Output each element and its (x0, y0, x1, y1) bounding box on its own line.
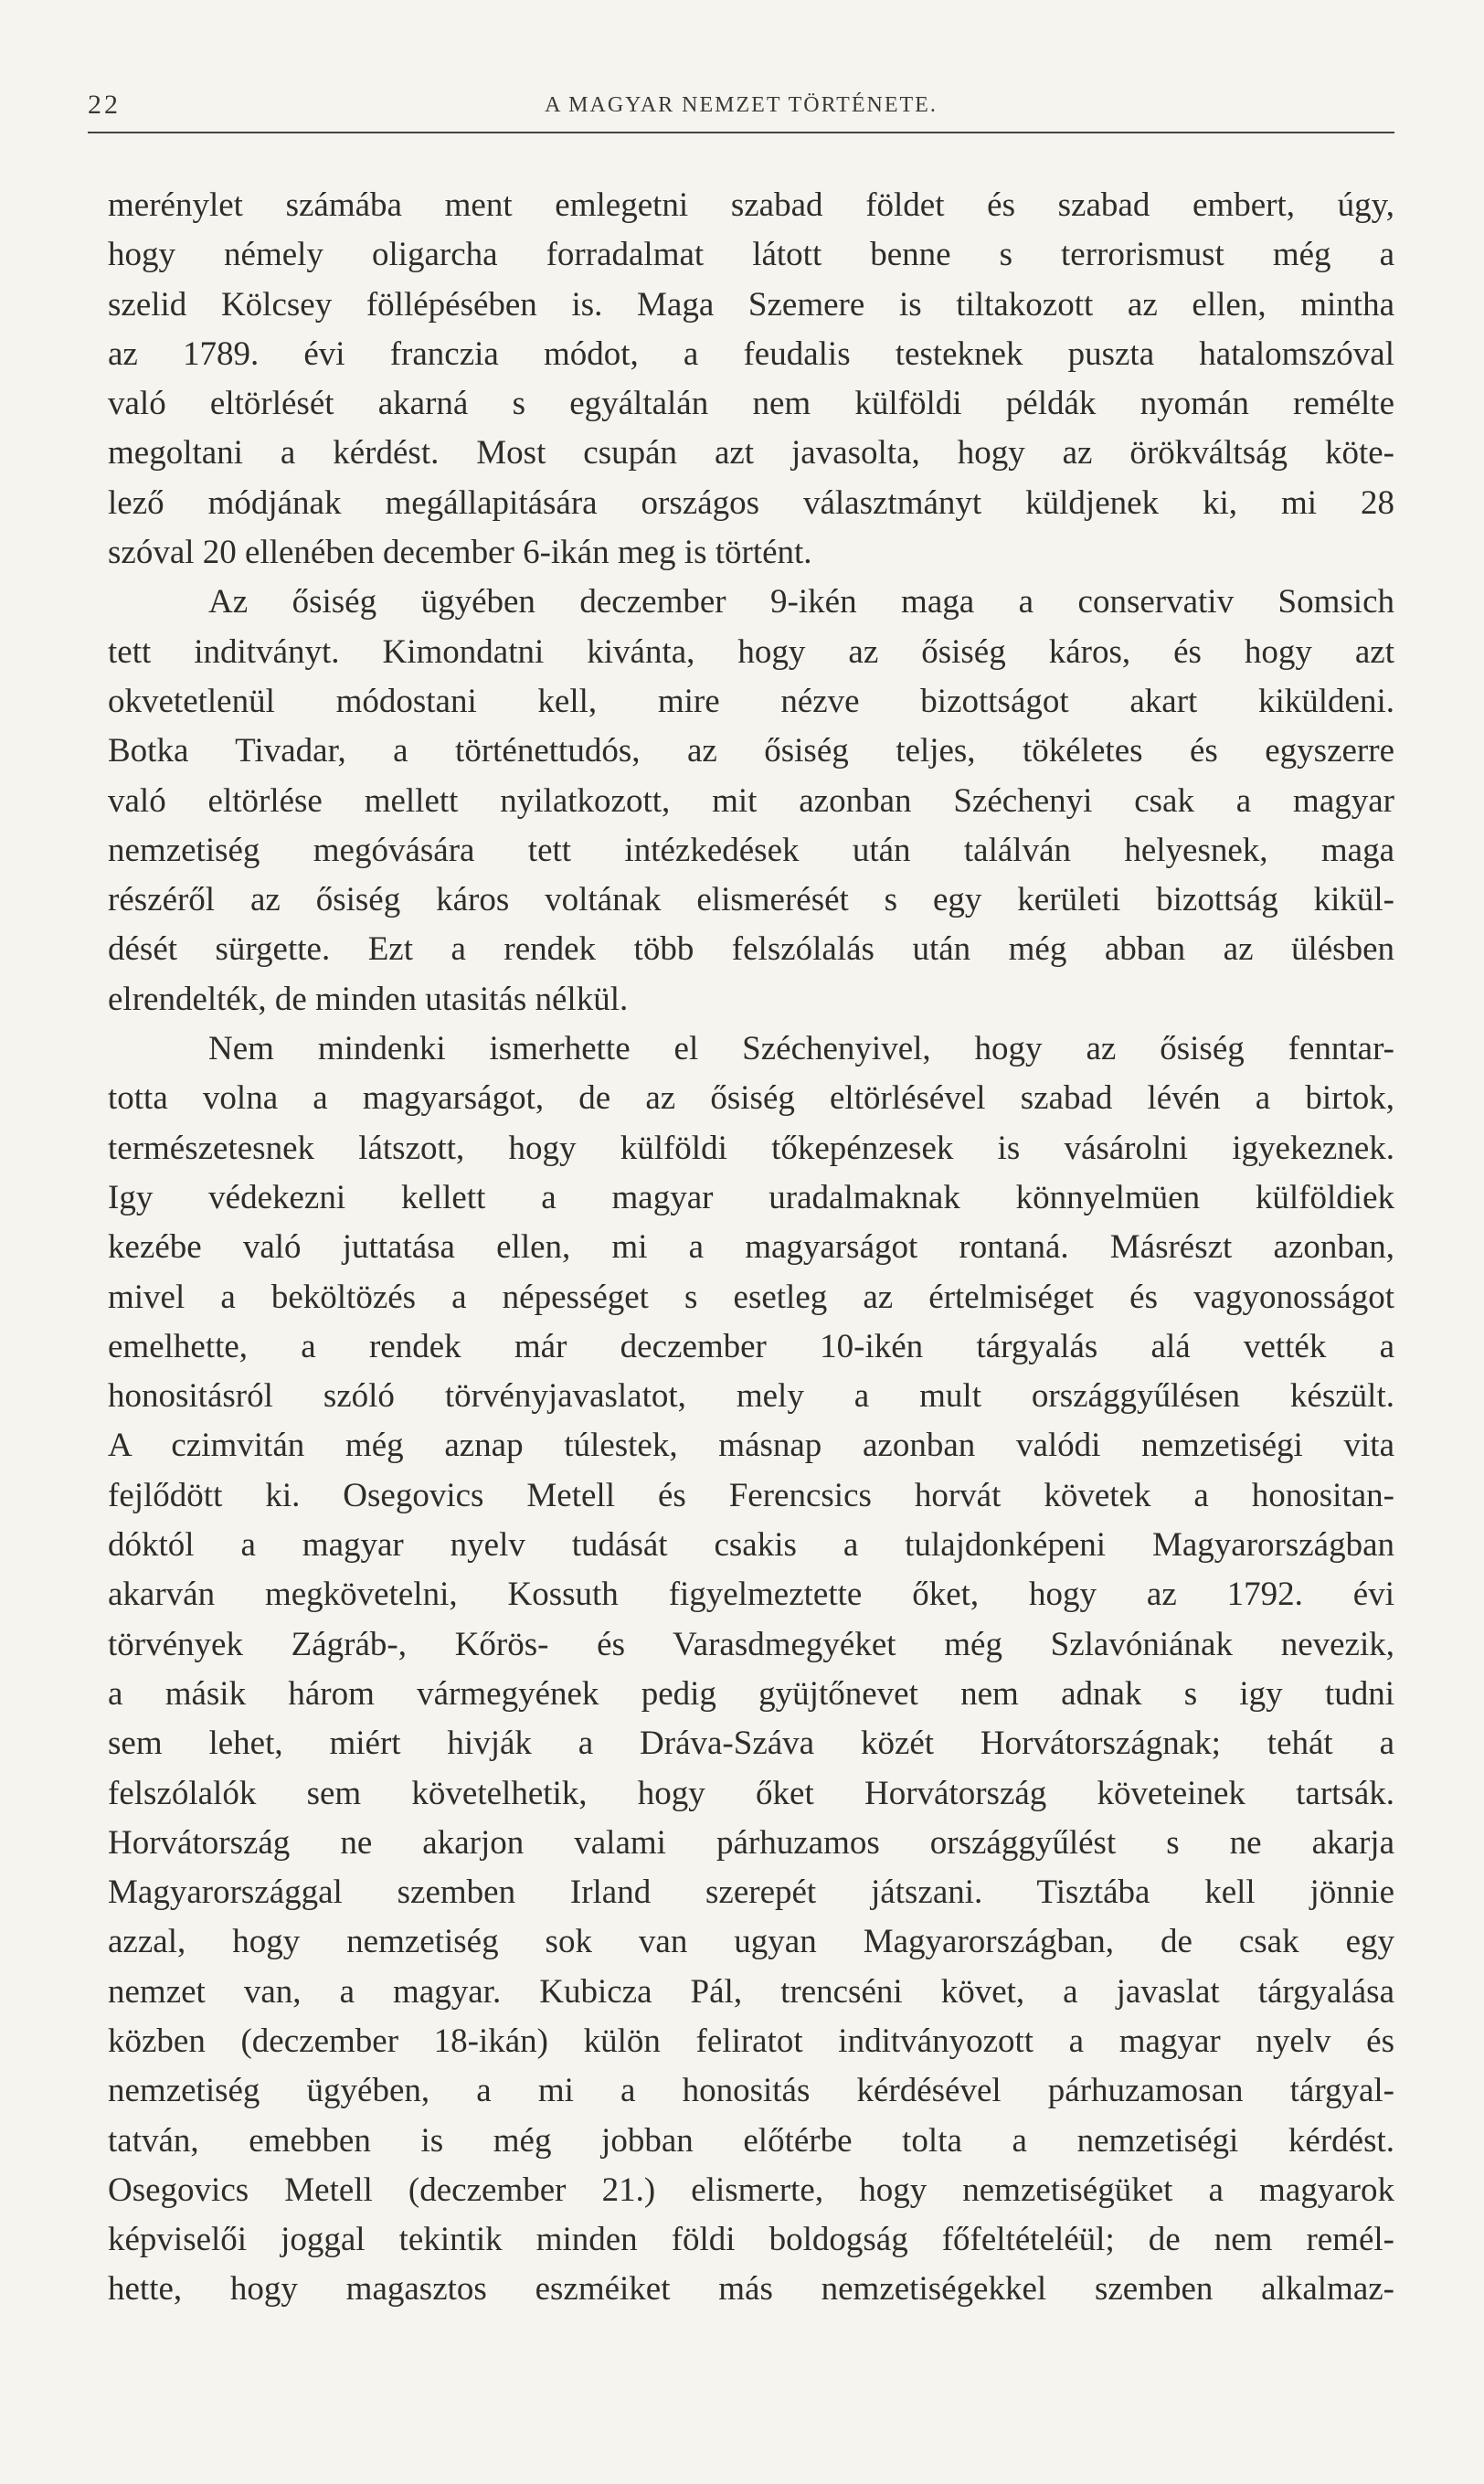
text-line: Igy védekezni kellett a magyar uradalmaknak könnyelmüen külföldiek (108, 1178, 1394, 1216)
text-line: sem lehet, miért hivják a Dráva-Száva közét Horvátországnak; tehát a (108, 1725, 1394, 1763)
page-header (88, 80, 1394, 133)
text-line: nemzetiség megóvására tett intézkedések után találván helyesnek, maga (108, 831, 1394, 869)
text-line: törvények Zágráb-, Kőrös- és Varasdmegyéket még Szlavóniának nevezik, (108, 1625, 1394, 1663)
text-line: tett inditványt. Kimondatni kivánta, hogy az ősiség káros, és hogy azt (108, 632, 1394, 671)
text-line: Botka Tivadar, a történettudós, az ősiség teljes, tökéletes és egyszerre (108, 732, 1394, 770)
text-line: merénylet számába ment emlegetni szabad földet és szabad embert, úgy, (108, 186, 1394, 224)
text-line: azzal, hogy nemzetiség sok van ugyan Magyarországban, de csak egy (108, 1923, 1394, 1961)
text-line: szóval 20 ellenében december 6-ikán meg is történt. (108, 534, 812, 572)
text-line: A czimvitán még aznap túlestek, másnap azonban valódi nemzetiségi vita (108, 1427, 1394, 1465)
text-line: fejlődött ki. Osegovics Metell és Ferencsics horvát követek a honositan- (108, 1476, 1394, 1514)
text-line: emelhette, a rendek már deczember 10-ikén tárgyalás alá vették a (108, 1327, 1394, 1365)
text-line: szelid Kölcsey föllépésében is. Maga Szemere is tiltakozott az ellen, mintha (108, 285, 1394, 324)
text-line: tatván, emebben is még jobban előtérbe tolta a nemzetiségi kérdést. (108, 2121, 1394, 2160)
text-line: felszólalók sem követelhetik, hogy őket Horvátország követeinek tartsák. (108, 1774, 1394, 1812)
text-line: természetesnek látszott, hogy külföldi tőkepénzesek is vásárolni igyekeznek. (108, 1129, 1394, 1167)
text-line: Magyarországgal szemben Irland szerepét játszani. Tisztába kell jönnie (108, 1874, 1394, 1912)
text-line: Osegovics Metell (deczember 21.) elismerte, hogy nemzetiségüket a magyarok (108, 2171, 1394, 2209)
text-line: való eltörlését akarná s egyáltalán nem külföldi példák nyomán remélte (108, 385, 1394, 423)
text-line: honositásról szóló törvényjavaslatot, mely a mult országgyűlésen készült. (108, 1377, 1394, 1416)
text-line: az 1789. évi franczia módot, a feudalis testeknek puszta hatalomszóval (108, 334, 1394, 373)
text-line: hogy némely oligarcha forradalmat látott benne s terrorismust még a (108, 236, 1394, 274)
text-line: lező módjának megállapitására országos választmányt küldjenek ki, mi 28 (108, 483, 1394, 522)
text-line: akarván megkövetelni, Kossuth figyelmeztette őket, hogy az 1792. évi (108, 1576, 1394, 1614)
text-line: nemzet van, a magyar. Kubicza Pál, trencséni követ, a javaslat tárgyalása (108, 1972, 1394, 2011)
text-line: Horvátország ne akarjon valami párhuzamos országgyűlést s ne akarja (108, 1823, 1394, 1862)
text-line: közben (deczember 18-ikán) külön feliratot inditványozott a magyar nyelv és (108, 2022, 1394, 2060)
page-number: 22 (88, 90, 121, 120)
text-line: mivel a beköltözés a népességet s esetleg az értelmiséget és vagyonosságot (108, 1278, 1394, 1316)
text-line: a másik három vármegyének pedig gyüjtőnevet nem adnak s igy tudni (108, 1674, 1394, 1713)
text-line: megoltani a kérdést. Most csupán azt javasolta, hogy az örökváltság köte- (108, 434, 1394, 472)
text-line: hette, hogy magasztos eszméiket más nemzetiségekkel szemben alkalmaz- (108, 2270, 1394, 2309)
text-line: való eltörlése mellett nyilatkozott, mit azonban Széchenyi csak a magyar (108, 781, 1394, 820)
text-line: Nem mindenki ismerhette el Széchenyivel, hogy az ősiség fenntar- (208, 1030, 1394, 1068)
text-line: elrendelték, de minden utasitás nélkül. (108, 980, 629, 1018)
text-line: totta volna a magyarságot, de az ősiség eltörlésével szabad lévén a birtok, (108, 1079, 1394, 1118)
text-line: dését sürgette. Ezt a rendek több felszólalás után még abban az ülésben (108, 930, 1394, 969)
body-text (108, 181, 1394, 2315)
text-line: részéről az ősiség káros voltának elismerését s egy kerületi bizottság kikül- (108, 881, 1394, 919)
text-line: dóktól a magyar nyelv tudását csakis a tulajdonképeni Magyarországban (108, 1526, 1394, 1565)
text-line: Az ősiség ügyében deczember 9-ikén maga a conservativ Somsich (208, 583, 1394, 621)
running-title: A MAGYAR NEMZET TÖRTÉNETE. (545, 93, 938, 117)
text-line: okvetetlenül módostani kell, mire nézve bizottságot akart kiküldeni. (108, 682, 1394, 720)
text-line: kezébe való juttatása ellen, mi a magyarságot rontaná. Másrészt azonban, (108, 1228, 1394, 1267)
text-line: nemzetiség ügyében, a mi a honositás kérdésével párhuzamosan tárgyal- (108, 2072, 1394, 2110)
text-line: képviselői joggal tekintik minden földi boldogság főfeltételéül; de nem remél- (108, 2221, 1394, 2259)
